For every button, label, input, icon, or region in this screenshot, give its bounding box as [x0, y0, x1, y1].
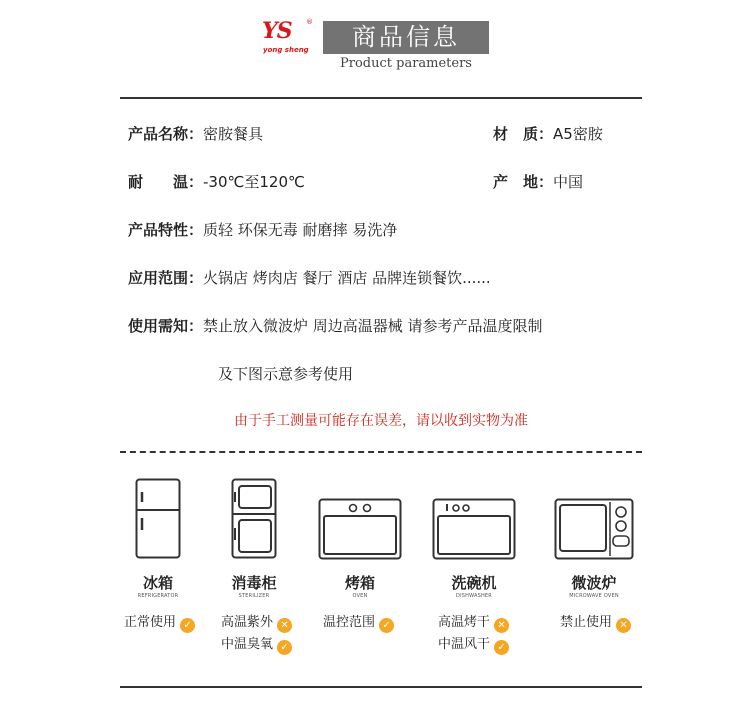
appliance-oven	[316, 478, 404, 599]
spec-name	[128, 124, 263, 144]
spec-notice-label: 使用需知：	[128, 317, 204, 335]
appliance-dishwasher	[430, 478, 518, 599]
spec-name-value: 密胺餐具	[203, 125, 264, 143]
appliance-name-en: DISHWASHER	[456, 593, 492, 599]
appliance-sterilizer	[214, 478, 294, 599]
sterilizer-icon	[231, 478, 277, 560]
spec-temp-label: 耐 温：	[128, 173, 204, 191]
appliance-name-en: MICROWAVE OVEN	[569, 593, 619, 599]
oven-icon	[318, 498, 402, 560]
spec-material-value: A5密胺	[553, 125, 603, 143]
appliance-name: 消毒柜	[231, 574, 277, 592]
spec-temp-value: -30℃至120℃	[203, 173, 305, 191]
divider-top	[120, 97, 642, 99]
spec-origin-label: 产 地：	[493, 173, 554, 191]
usage-text: 正常使用	[124, 615, 177, 630]
cross-icon: ✕	[494, 618, 509, 633]
usage-text: 高温紫外	[221, 615, 274, 630]
logo-subtext: yong sheng	[263, 46, 309, 54]
spec-notice-value-2: 及下图示意参考使用	[218, 365, 354, 383]
divider-bottom	[120, 686, 642, 688]
appliance-name: 微波炉	[571, 574, 617, 592]
spec-feature-value: 质轻 环保无毒 耐磨摔 易洗净	[203, 221, 398, 239]
cross-icon: ✕	[616, 618, 631, 633]
spec-origin	[493, 172, 583, 192]
usage-text: 中温风干	[438, 637, 491, 652]
usage-text: 高温烤干	[438, 615, 491, 630]
usage-dishwasher-2	[438, 636, 509, 655]
appliance-name-en: REFRIGERATOR	[137, 593, 179, 599]
spec-notice-value: 禁止放入微波炉 周边高温器械 请参考产品温度限制	[203, 317, 543, 335]
appliance-refrigerator	[118, 478, 198, 599]
usage-refrigerator-1	[124, 614, 195, 633]
spec-material-label: 材 质：	[493, 125, 554, 143]
appliance-name: 烤箱	[344, 574, 375, 592]
refrigerator-icon	[135, 478, 181, 560]
spec-scope-label: 应用范围：	[128, 269, 204, 287]
usage-oven-1	[323, 614, 394, 633]
cross-icon: ✕	[277, 618, 292, 633]
spec-origin-value: 中国	[553, 173, 584, 191]
spec-feature-label: 产品特性：	[128, 221, 204, 239]
spec-feature	[128, 220, 397, 240]
spec-temperature	[128, 172, 305, 192]
check-icon: ✓	[379, 618, 394, 633]
usage-text: 禁止使用	[560, 615, 613, 630]
logo-mark: YS	[262, 18, 292, 44]
brand-logo	[262, 18, 314, 58]
usage-sterilizer-2	[221, 636, 292, 655]
spec-scope	[128, 268, 491, 288]
page-subtitle: Product parameters	[340, 56, 472, 71]
spec-notice	[128, 316, 543, 336]
appliance-microwave	[552, 478, 636, 599]
usage-dishwasher-1	[438, 614, 509, 633]
spec-notice-cont	[218, 364, 353, 384]
divider-dashed	[120, 451, 642, 453]
spec-material	[493, 124, 603, 144]
usage-text: 中温臭氧	[221, 637, 274, 652]
microwave-icon	[554, 498, 634, 560]
appliance-name-en: OVEN	[352, 593, 368, 599]
dishwasher-icon	[432, 498, 516, 560]
usage-text: 温控范围	[323, 615, 376, 630]
check-icon: ✓	[494, 640, 509, 655]
appliance-name-en: STERILIZER	[238, 593, 270, 599]
measurement-note: 由于手工测量可能存在误差，请以收到实物为准	[234, 413, 528, 429]
page-title: 商品信息	[323, 21, 489, 54]
usage-microwave-1	[560, 614, 631, 633]
spec-scope-value: 火锅店 烤肉店 餐厅 酒店 品牌连锁餐饮......	[203, 269, 491, 287]
check-icon: ✓	[180, 618, 195, 633]
check-icon: ✓	[277, 640, 292, 655]
registered-mark: ®	[306, 18, 313, 26]
spec-name-label: 产品名称：	[128, 125, 204, 143]
appliance-name: 洗碗机	[451, 574, 497, 592]
appliance-name: 冰箱	[142, 574, 173, 592]
usage-sterilizer-1	[221, 614, 292, 633]
